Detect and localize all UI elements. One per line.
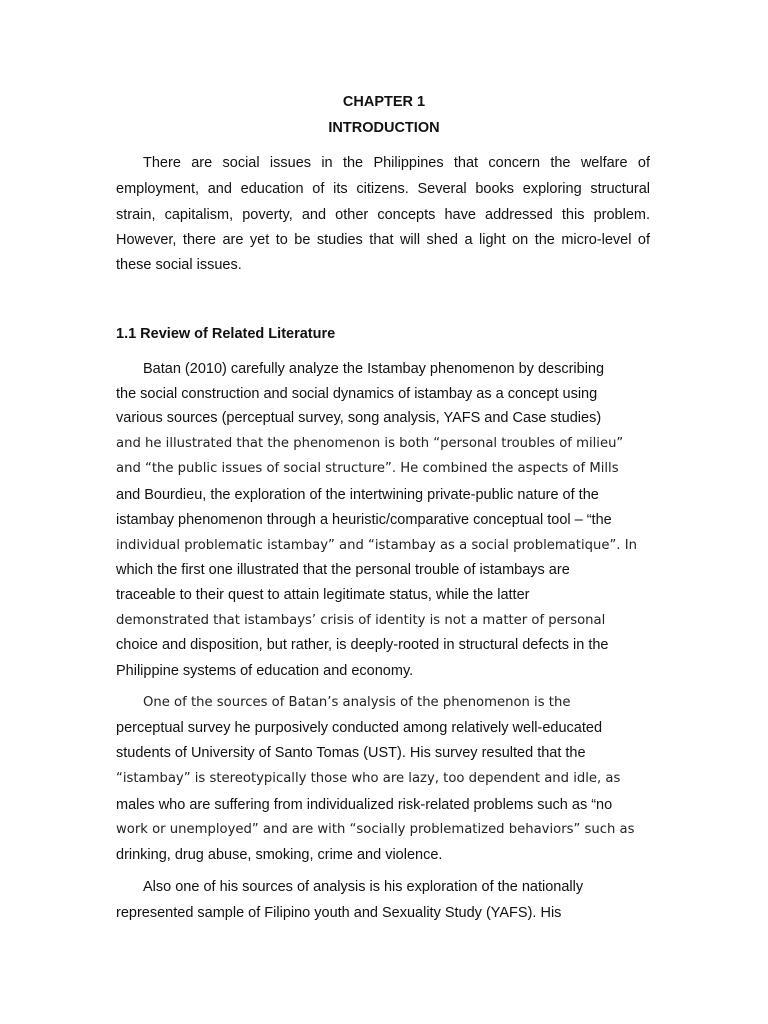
paragraph-line: and Bourdieu, the exploration of the intertwining private-public nature of the [116,487,599,503]
paragraph-line: these social issues. [116,257,242,273]
paragraph-line: work or unemployed” and are with “socially problematized behaviors” such as [116,822,635,837]
paragraph-line: various sources (perceptual survey, song analysis, YAFS and Case studies) [116,410,602,426]
paragraph-line: and “the public issues of social structure”. He combined the aspects of Mills [116,461,619,476]
paragraph-line: and he illustrated that the phenomenon is both “personal troubles of milieu” [116,436,624,451]
section-heading: 1.1 Review of Related Literature [116,326,336,342]
paragraph-line: drinking, drug abuse, smoking, crime and violence. [116,847,443,863]
paragraph-line: istambay phenomenon through a heuristic/comparative conceptual tool – “the [116,512,612,528]
paragraph-line: students of University of Santo Tomas (UST). His survey resulted that the [116,745,586,761]
paragraph-line: However, there are yet to be studies that will shed a light on the micro-level of [116,232,650,248]
paragraph-line: Also one of his sources of analysis is his exploration of the nationally [143,879,584,895]
paragraph-line: the social construction and social dynamics of istambay as a concept using [116,386,598,402]
page-title: INTRODUCTION [328,120,440,136]
paragraph-line: males who are suffering from individualized risk-related problems such as “no [116,797,613,813]
paragraph-line: employment, and education of its citizens. Several books exploring structural [116,181,650,197]
paragraph-line: choice and disposition, but rather, is deeply-rooted in structural defects in the [116,637,609,653]
paragraph-line: which the first one illustrated that the personal trouble of istambays are [116,562,570,578]
paragraph-line: Philippine systems of education and economy. [116,663,414,679]
paragraph-line: demonstrated that istambays’ crisis of identity is not a matter of personal [116,613,606,628]
paragraph-line: “istambay” is stereotypically those who are lazy, too dependent and idle, as [116,771,621,786]
paragraph-line: One of the sources of Batan’s analysis of the phenomenon is the [143,695,571,710]
paragraph-line: traceable to their quest to attain legitimate status, while the latter [116,587,530,603]
paragraph-line: perceptual survey he purposively conducted among relatively well-educated [116,720,603,736]
paragraph-line: Batan (2010) carefully analyze the Istambay phenomenon by describing [143,361,605,377]
paragraph-line: represented sample of Filipino youth and Sexuality Study (YAFS). His [116,905,562,921]
chapter-label: CHAPTER 1 [342,94,426,110]
paragraph-line: individual problematic istambay” and “istambay as a social problematique”. In [116,538,637,553]
paragraph-line: There are social issues in the Philippines that concern the welfare of [143,155,650,171]
paragraph-line: strain, capitalism, poverty, and other concepts have addressed this problem. [116,207,650,223]
